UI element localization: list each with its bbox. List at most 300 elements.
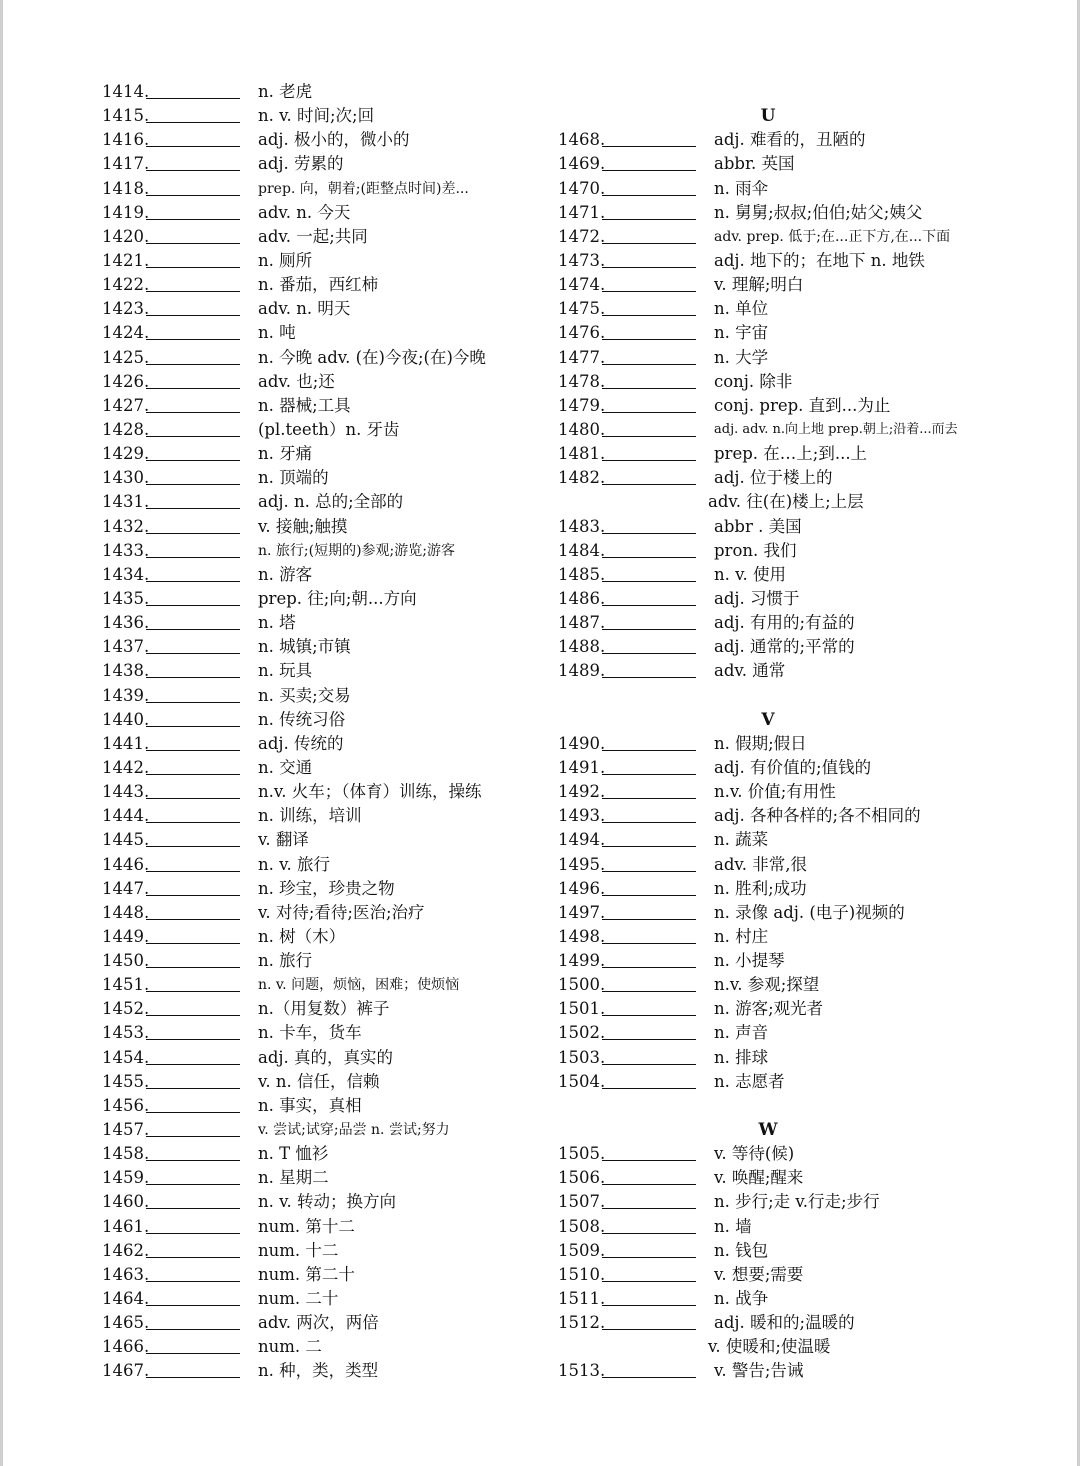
definition-text: n. 塔: [258, 613, 296, 633]
vocab-entry: [558, 1190, 978, 1214]
vocab-entry: [102, 152, 542, 176]
answer-blank[interactable]: [146, 1142, 240, 1161]
answer-blank[interactable]: [146, 780, 240, 799]
entry-number: 1456.: [102, 1095, 150, 1115]
entry-number: 1486.: [558, 588, 606, 608]
answer-blank[interactable]: [146, 104, 240, 123]
entry-number: 1509.: [558, 1240, 606, 1260]
answer-blank[interactable]: [602, 732, 696, 751]
answer-blank[interactable]: [146, 297, 240, 316]
entry-number: 1433.: [102, 540, 150, 560]
answer-blank[interactable]: [602, 297, 696, 316]
answer-blank[interactable]: [146, 1215, 240, 1234]
vocab-entry: [102, 684, 542, 708]
answer-blank[interactable]: [146, 80, 240, 99]
answer-blank[interactable]: [602, 1190, 696, 1209]
vocab-entry: [102, 563, 542, 587]
answer-blank[interactable]: [146, 1118, 240, 1137]
answer-blank[interactable]: [602, 1046, 696, 1065]
definition-text: n. 星期二: [258, 1168, 329, 1188]
entry-number: 1493.: [558, 806, 606, 826]
entry-number: 1422.: [102, 275, 150, 295]
answer-blank[interactable]: [602, 973, 696, 992]
answer-blank[interactable]: [146, 804, 240, 823]
vocab-entry: [102, 128, 542, 152]
definition-text: prep. 往;向;朝...方向: [258, 588, 417, 608]
definition-text: n. 训练，培训: [258, 806, 362, 826]
vocab-entry: [102, 297, 542, 321]
vocab-entry: [102, 177, 542, 201]
definition-text: num. 第十二: [258, 1216, 355, 1236]
entry-number: 1473.: [558, 250, 606, 270]
vocab-entry: [102, 853, 542, 877]
answer-blank[interactable]: [146, 225, 240, 244]
answer-blank[interactable]: [602, 1239, 696, 1258]
answer-blank[interactable]: [146, 708, 240, 727]
answer-blank[interactable]: [602, 563, 696, 582]
answer-blank[interactable]: [146, 756, 240, 775]
answer-blank[interactable]: [146, 853, 240, 872]
definition-text: adv. 一起;共同: [258, 226, 368, 246]
vocab-entry: [558, 949, 978, 973]
answer-blank[interactable]: [146, 877, 240, 896]
entry-number: 1502.: [558, 1023, 606, 1043]
answer-blank[interactable]: [602, 249, 696, 268]
section-header: [558, 104, 978, 128]
definition-text: n. 牙痛: [258, 444, 313, 464]
entry-number: 1453.: [102, 1023, 150, 1043]
answer-blank[interactable]: [146, 1263, 240, 1282]
answer-blank[interactable]: [146, 587, 240, 606]
entry-number: 1432.: [102, 516, 150, 536]
vocab-entry: [558, 1070, 978, 1094]
answer-blank[interactable]: [602, 587, 696, 606]
entry-number: 1455.: [102, 1071, 150, 1091]
answer-blank[interactable]: [146, 1311, 240, 1330]
entry-number: 1466.: [102, 1337, 150, 1357]
definition-text: n. 雨伞: [714, 178, 769, 198]
answer-blank[interactable]: [146, 1094, 240, 1113]
entry-number: 1464.: [102, 1289, 150, 1309]
vocab-entry: [102, 828, 542, 852]
entry-number: 1507.: [558, 1192, 606, 1212]
entry-number: 1488.: [558, 637, 606, 657]
entry-number: 1449.: [102, 926, 150, 946]
definition-text: adv. 非常,很: [714, 854, 807, 874]
definition-text: n. 排球: [714, 1047, 769, 1067]
definition-text: v. 尝试;试穿;品尝 n. 尝试;努力: [258, 1122, 450, 1139]
definition-text: v. 使暖和;使温暖: [708, 1337, 831, 1357]
entry-number: 1500.: [558, 975, 606, 995]
definition-text: n. 器械;工具: [258, 395, 351, 415]
answer-blank[interactable]: [146, 1070, 240, 1089]
section-letter: V: [761, 709, 775, 730]
answer-blank[interactable]: [602, 756, 696, 775]
definition-text: v. 唤醒;醒来: [714, 1168, 804, 1188]
definition-text: v. 理解;明白: [714, 275, 804, 295]
spacer-row: [558, 80, 978, 104]
definition-text: n. 志愿者: [714, 1071, 785, 1091]
answer-blank[interactable]: [602, 949, 696, 968]
vocab-entry: [558, 128, 978, 152]
answer-blank[interactable]: [602, 442, 696, 461]
entry-number: 1512.: [558, 1313, 606, 1333]
answer-blank[interactable]: [602, 659, 696, 678]
definition-text: adj. 通常的;平常的: [714, 637, 855, 657]
entry-number: 1498.: [558, 926, 606, 946]
vocab-entry: [558, 587, 978, 611]
vocab-entry: [558, 611, 978, 635]
definition-text: v. 翻译: [258, 830, 309, 850]
answer-blank[interactable]: [602, 901, 696, 920]
vocab-entry: [102, 949, 542, 973]
entry-number: 1465.: [102, 1313, 150, 1333]
answer-blank[interactable]: [602, 225, 696, 244]
vocab-entry: [102, 1021, 542, 1045]
vocab-entry: [102, 321, 542, 345]
vocab-entry: [558, 273, 978, 297]
answer-blank[interactable]: [146, 152, 240, 171]
definition-text: n. 珍宝，珍贵之物: [258, 878, 395, 898]
answer-blank[interactable]: [146, 321, 240, 340]
definition-text: adj. 暖和的;温暖的: [714, 1313, 855, 1333]
entry-number: 1444.: [102, 806, 150, 826]
entry-number: 1442.: [102, 757, 150, 777]
entry-number: 1436.: [102, 613, 150, 633]
definition-text: n. 玩具: [258, 661, 313, 681]
entry-number: 1446.: [102, 854, 150, 874]
entry-number: 1445.: [102, 830, 150, 850]
vocab-entry: [102, 611, 542, 635]
answer-blank[interactable]: [146, 635, 240, 654]
vocab-entry: [102, 1094, 542, 1118]
answer-blank[interactable]: [602, 877, 696, 896]
definition-text: v. 想要;需要: [714, 1264, 804, 1284]
answer-blank[interactable]: [602, 1311, 696, 1330]
answer-blank[interactable]: [146, 539, 240, 558]
answer-blank[interactable]: [146, 177, 240, 196]
vocab-entry: [102, 442, 542, 466]
definition-text: adv. n. 今天: [258, 202, 351, 222]
definition-text: n. 城镇;市镇: [258, 637, 351, 657]
answer-blank[interactable]: [146, 563, 240, 582]
entry-number: 1483.: [558, 516, 606, 536]
entry-number: 1441.: [102, 733, 150, 753]
answer-blank[interactable]: [146, 1359, 240, 1378]
answer-blank[interactable]: [146, 925, 240, 944]
definition-text: abbr. 英国: [714, 154, 795, 174]
definition-text: n. 游客;观光者: [714, 999, 824, 1019]
vocab-entry: [102, 1263, 542, 1287]
answer-blank[interactable]: [146, 684, 240, 703]
definition-text: n. 旅行;(短期的)参观;游览;游客: [258, 542, 455, 559]
entry-number: 1491.: [558, 757, 606, 777]
page-edge-left: [0, 0, 3, 1466]
definition-text: adj. 习惯于: [714, 588, 800, 608]
entry-number: 1477.: [558, 347, 606, 367]
definition-text: n. 买卖;交易: [258, 685, 351, 705]
entry-number: 1443.: [102, 782, 150, 802]
entry-number: 1494.: [558, 830, 606, 850]
definition-text: n. v. 问题，烦恼，困难；使烦恼: [258, 977, 460, 994]
answer-blank[interactable]: [146, 249, 240, 268]
vocab-entry: [102, 1166, 542, 1190]
answer-blank[interactable]: [602, 346, 696, 365]
vocab-entry: [102, 1070, 542, 1094]
entry-number: 1487.: [558, 613, 606, 633]
answer-blank[interactable]: [602, 1142, 696, 1161]
answer-blank[interactable]: [146, 997, 240, 1016]
answer-blank[interactable]: [146, 370, 240, 389]
definition-text: prep. 在…上;到...上: [714, 444, 868, 464]
answer-blank[interactable]: [602, 394, 696, 413]
vocab-entry: [558, 732, 978, 756]
right-column: [558, 80, 978, 1384]
answer-blank[interactable]: [146, 1239, 240, 1258]
entry-number: 1430.: [102, 468, 150, 488]
answer-blank[interactable]: [602, 804, 696, 823]
answer-blank[interactable]: [146, 1335, 240, 1354]
vocab-entry: [102, 756, 542, 780]
entry-number: 1451.: [102, 975, 150, 995]
entry-number: 1468.: [558, 130, 606, 150]
vocab-entry: [102, 225, 542, 249]
answer-blank[interactable]: [602, 1263, 696, 1282]
entry-number: 1481.: [558, 444, 606, 464]
definition-text: v. 对待;看待;医治;治疗: [258, 902, 425, 922]
entry-number: 1499.: [558, 951, 606, 971]
vocab-entry: [558, 659, 978, 683]
entry-number: 1447.: [102, 878, 150, 898]
vocab-entry: [558, 177, 978, 201]
vocab-entry: [102, 370, 542, 394]
answer-blank[interactable]: [146, 973, 240, 992]
definition-text: adv. 往(在)楼上;上层: [708, 492, 864, 512]
answer-blank[interactable]: [602, 925, 696, 944]
vocab-entry: [102, 732, 542, 756]
definition-text: adv. 两次，两倍: [258, 1313, 379, 1333]
definition-text: n.（用复数）裤子: [258, 999, 390, 1019]
entry-number: 1463.: [102, 1264, 150, 1284]
entry-number: 1454.: [102, 1047, 150, 1067]
entry-number: 1461.: [102, 1216, 150, 1236]
vocab-entry: [558, 1263, 978, 1287]
answer-blank[interactable]: [146, 346, 240, 365]
answer-blank[interactable]: [146, 659, 240, 678]
definition-text: adj. 有用的;有益的: [714, 613, 855, 633]
answer-blank[interactable]: [602, 997, 696, 1016]
answer-blank[interactable]: [602, 635, 696, 654]
answer-blank[interactable]: [146, 1046, 240, 1065]
vocab-entry: [102, 466, 542, 490]
answer-blank[interactable]: [146, 128, 240, 147]
definition-text: n. 步行;走 v.行走;步行: [714, 1192, 880, 1212]
definition-text: adj. 极小的，微小的: [258, 130, 410, 150]
vocab-entry: [102, 973, 542, 997]
answer-blank[interactable]: [146, 901, 240, 920]
definition-text: n. 今晚 adv. (在)今夜;(在)今晚: [258, 347, 486, 367]
answer-blank[interactable]: [146, 1021, 240, 1040]
answer-blank[interactable]: [602, 370, 696, 389]
vocab-entry: [102, 877, 542, 901]
answer-blank[interactable]: [602, 1359, 696, 1378]
section-letter: W: [758, 1120, 778, 1141]
definition-text: n. 小提琴: [714, 951, 785, 971]
entry-number: 1434.: [102, 564, 150, 584]
vocab-entry: [102, 925, 542, 949]
entry-number: 1503.: [558, 1047, 606, 1067]
entry-number: 1452.: [102, 999, 150, 1019]
vocab-entry: [102, 515, 542, 539]
definition-text: adj. n. 总的;全部的: [258, 492, 404, 512]
definition-text: abbr . 美国: [714, 516, 802, 536]
answer-blank[interactable]: [146, 418, 240, 437]
answer-blank[interactable]: [602, 1021, 696, 1040]
answer-blank[interactable]: [146, 273, 240, 292]
answer-blank[interactable]: [602, 418, 696, 437]
vocab-entry: [558, 1239, 978, 1263]
entry-number: 1469.: [558, 154, 606, 174]
answer-blank[interactable]: [146, 394, 240, 413]
definition-text: n. 钱包: [714, 1240, 769, 1260]
definition-text: v. n. 信任，信赖: [258, 1071, 380, 1091]
answer-blank[interactable]: [602, 1070, 696, 1089]
definition-text: adj. 劳累的: [258, 154, 344, 174]
vocab-entry: [558, 1046, 978, 1070]
answer-blank[interactable]: [146, 732, 240, 751]
answer-blank[interactable]: [146, 442, 240, 461]
entry-number: 1470.: [558, 178, 606, 198]
spacer-row: [558, 1094, 978, 1118]
vocab-entry: [102, 804, 542, 828]
section-header: [558, 708, 978, 732]
answer-blank[interactable]: [146, 490, 240, 509]
answer-blank[interactable]: [146, 828, 240, 847]
entry-number: 1462.: [102, 1240, 150, 1260]
entry-number: 1492.: [558, 782, 606, 802]
answer-blank[interactable]: [602, 539, 696, 558]
vocab-entry: [558, 152, 978, 176]
vocab-entry: [102, 635, 542, 659]
definition-text: n. 单位: [714, 299, 769, 319]
answer-blank[interactable]: [146, 1190, 240, 1209]
vocab-entry: [102, 1239, 542, 1263]
vocab-entry: [102, 1287, 542, 1311]
definition-text: n. 舅舅;叔叔;伯伯;姑父;姨父: [714, 202, 923, 222]
definition-text: n. 游客: [258, 564, 313, 584]
entry-number: 1424.: [102, 323, 150, 343]
answer-blank[interactable]: [602, 152, 696, 171]
entry-number: 1504.: [558, 1071, 606, 1091]
definition-text: n. v. 时间;次;回: [258, 106, 375, 126]
definition-text: n. 声音: [714, 1023, 769, 1043]
entry-number: 1495.: [558, 854, 606, 874]
entry-number: 1459.: [102, 1168, 150, 1188]
definition-text: n. v. 使用: [714, 564, 786, 584]
answer-blank[interactable]: [602, 611, 696, 630]
answer-blank[interactable]: [602, 177, 696, 196]
answer-blank[interactable]: [602, 128, 696, 147]
definition-text: n.v. 价值;有用性: [714, 782, 836, 802]
definition-text: v. 警告;告诫: [714, 1361, 804, 1381]
definition-text: adj. 地下的；在地下 n. 地铁: [714, 250, 925, 270]
vocab-entry: [558, 225, 978, 249]
definition-text: n. 树（木）: [258, 926, 346, 946]
answer-blank[interactable]: [602, 273, 696, 292]
entry-number: 1479.: [558, 395, 606, 415]
answer-blank[interactable]: [602, 780, 696, 799]
vocab-entry: [558, 828, 978, 852]
entry-number: 1440.: [102, 709, 150, 729]
answer-blank[interactable]: [146, 611, 240, 630]
entry-number: 1423.: [102, 299, 150, 319]
answer-blank[interactable]: [146, 466, 240, 485]
definition-text: adj. adv. n.向上地 prep.朝上;沿着...而去: [714, 421, 958, 437]
answer-blank[interactable]: [602, 1166, 696, 1185]
definition-text: adj. 有价值的;值钱的: [714, 757, 872, 777]
vocab-entry: [558, 297, 978, 321]
vocab-entry: [102, 1190, 542, 1214]
entry-number: 1476.: [558, 323, 606, 343]
definition-text: n. 交通: [258, 757, 313, 777]
entry-number: 1472.: [558, 226, 606, 246]
answer-blank[interactable]: [602, 853, 696, 872]
entry-number: 1506.: [558, 1168, 606, 1188]
definition-text: adj. 位于楼上的: [714, 468, 833, 488]
vocab-entry: [102, 1142, 542, 1166]
vocab-entry: [558, 321, 978, 345]
entry-number: 1485.: [558, 564, 606, 584]
entry-number: 1471.: [558, 202, 606, 222]
vocab-entry: [558, 804, 978, 828]
answer-blank[interactable]: [146, 201, 240, 220]
entry-number: 1475.: [558, 299, 606, 319]
vocab-entry: [558, 1021, 978, 1045]
answer-blank[interactable]: [146, 1287, 240, 1306]
definition-text: v. 接触;触摸: [258, 516, 348, 536]
definition-text: n. 大学: [714, 347, 769, 367]
answer-blank[interactable]: [146, 949, 240, 968]
answer-blank[interactable]: [602, 466, 696, 485]
definition-text: num. 十二: [258, 1240, 339, 1260]
answer-blank[interactable]: [146, 1166, 240, 1185]
vocab-entry: [558, 925, 978, 949]
vocab-entry: [102, 997, 542, 1021]
definition-text: prep. 向，朝着;(距整点时间)差...: [258, 180, 469, 197]
entry-number: 1416.: [102, 130, 150, 150]
vocab-entry: [558, 442, 978, 466]
vocab-entry: [558, 515, 978, 539]
definition-text: n. 顶端的: [258, 468, 329, 488]
answer-blank[interactable]: [602, 828, 696, 847]
answer-blank[interactable]: [602, 201, 696, 220]
vocab-entry: [558, 249, 978, 273]
answer-blank[interactable]: [602, 515, 696, 534]
entry-number: 1511.: [558, 1289, 606, 1309]
entry-number: 1490.: [558, 733, 606, 753]
answer-blank[interactable]: [602, 321, 696, 340]
vocab-entry: [558, 635, 978, 659]
entry-number: 1450.: [102, 951, 150, 971]
definition-text: n. 老虎: [258, 82, 313, 101]
answer-blank[interactable]: [146, 515, 240, 534]
answer-blank[interactable]: [602, 1215, 696, 1234]
definition-text: n. 假期;假日: [714, 733, 807, 753]
definition-text: n. 吨: [258, 323, 296, 343]
vocab-entry: [558, 780, 978, 804]
vocab-entry: [102, 1118, 542, 1142]
answer-blank[interactable]: [602, 1287, 696, 1306]
